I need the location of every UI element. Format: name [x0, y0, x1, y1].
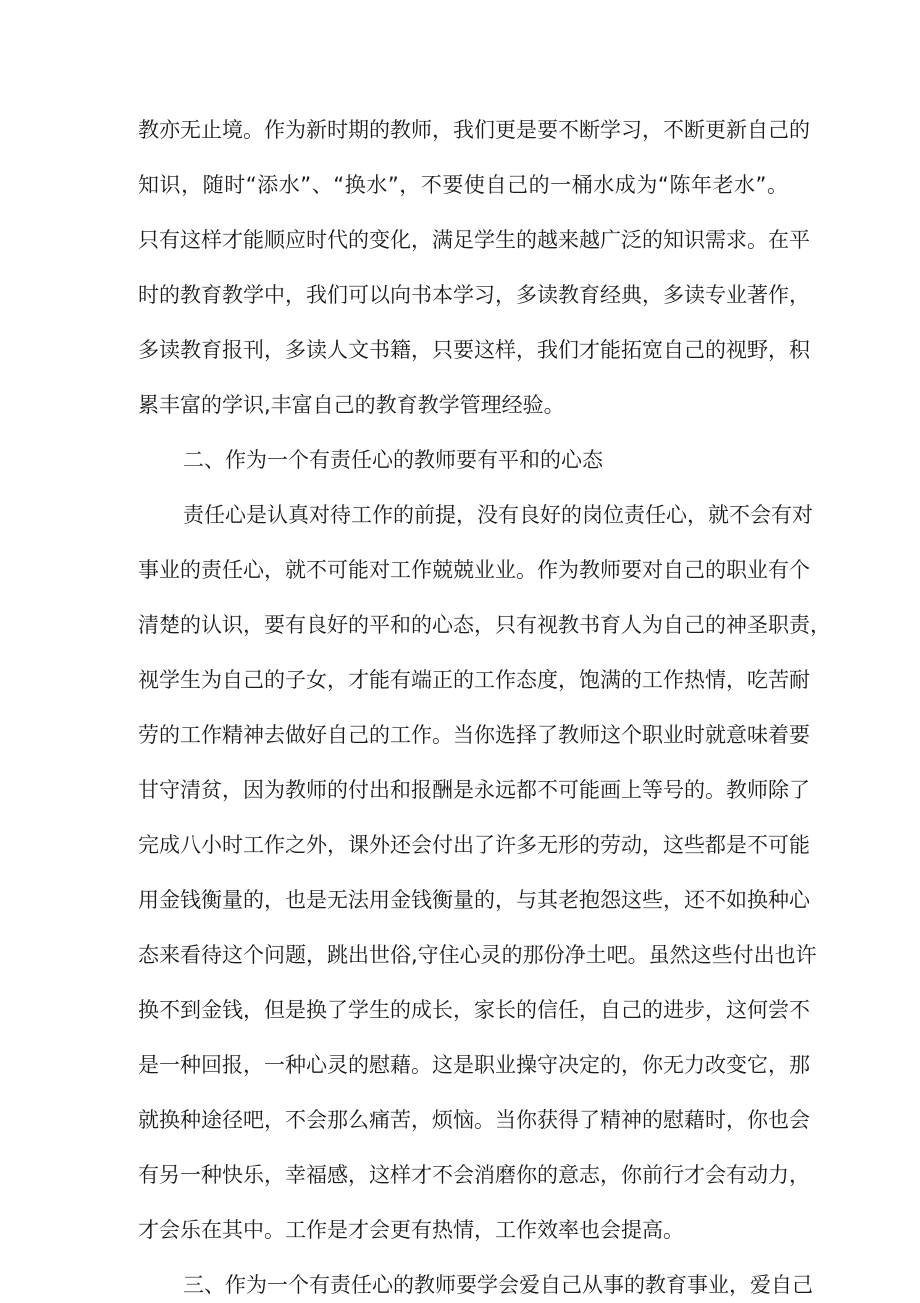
section-heading: 三、作为一个有责任心的教师要学会爱自己从事的教育事业，爱自己 [183, 1273, 813, 1297]
body-line: 态来看待这个问题，跳出世俗,守住心灵的那份净土吧。虽然这些付出也许 [138, 943, 817, 967]
body-line: 是一种回报，一种心灵的慰藉。这是职业操守决定的，你无力改变它，那 [138, 1053, 810, 1077]
body-line: 教亦无止境。作为新时期的教师，我们更是要不断学习，不断更新自己的 [138, 118, 810, 142]
body-line: 时的教育教学中，我们可以向书本学习，多读教育经典，多读专业著作， [138, 283, 810, 307]
body-line: 换不到金钱，但是换了学生的成长，家长的信任，自己的进步，这何尝不 [138, 998, 810, 1022]
body-line: 有另一种快乐，幸福感，这样才不会消磨你的意志，你前行才会有动力， [138, 1163, 810, 1187]
body-line: 完成八小时工作之外，课外还会付出了许多无形的劳动，这些都是不可能 [138, 833, 810, 857]
body-line: 只有这样才能顺应时代的变化，满足学生的越来越广泛的知识需求。在平 [138, 228, 810, 252]
section-heading: 二、作为一个有责任心的教师要有平和的心态 [183, 448, 603, 472]
body-line: 清楚的认识，要有良好的平和的心态，只有视教书育人为自己的神圣职责， [138, 613, 831, 637]
body-line: 事业的责任心，就不可能对工作兢兢业业。作为教师要对自己的职业有个 [138, 558, 810, 582]
body-line: 才会乐在其中。工作是才会更有热情，工作效率也会提高。 [138, 1218, 684, 1242]
body-line: 责任心是认真对待工作的前提，没有良好的岗位责任心，就不会有对 [183, 503, 813, 527]
body-line: 用金钱衡量的，也是无法用金钱衡量的，与其老抱怨这些，还不如换种心 [138, 888, 810, 912]
body-line: 知识，随时“添水”、“换水”，不要使自己的一桶水成为“陈年老水”。 [138, 173, 788, 197]
body-line: 甘守清贫，因为教师的付出和报酬是永远都不可能画上等号的。教师除了 [138, 778, 810, 802]
body-line: 累丰富的学识,丰富自己的教育教学管理经验。 [138, 393, 565, 417]
body-line: 多读教育报刊，多读人文书籍，只要这样，我们才能拓宽自己的视野，积 [138, 338, 810, 362]
body-line: 就换种途径吧，不会那么痛苦，烦恼。当你获得了精神的慰藉时，你也会 [138, 1108, 810, 1132]
body-line: 劳的工作精神去做好自己的工作。当你选择了教师这个职业时就意味着要 [138, 723, 810, 747]
body-line: 视学生为自己的子女，才能有端正的工作态度，饱满的工作热情，吃苦耐 [138, 668, 810, 692]
